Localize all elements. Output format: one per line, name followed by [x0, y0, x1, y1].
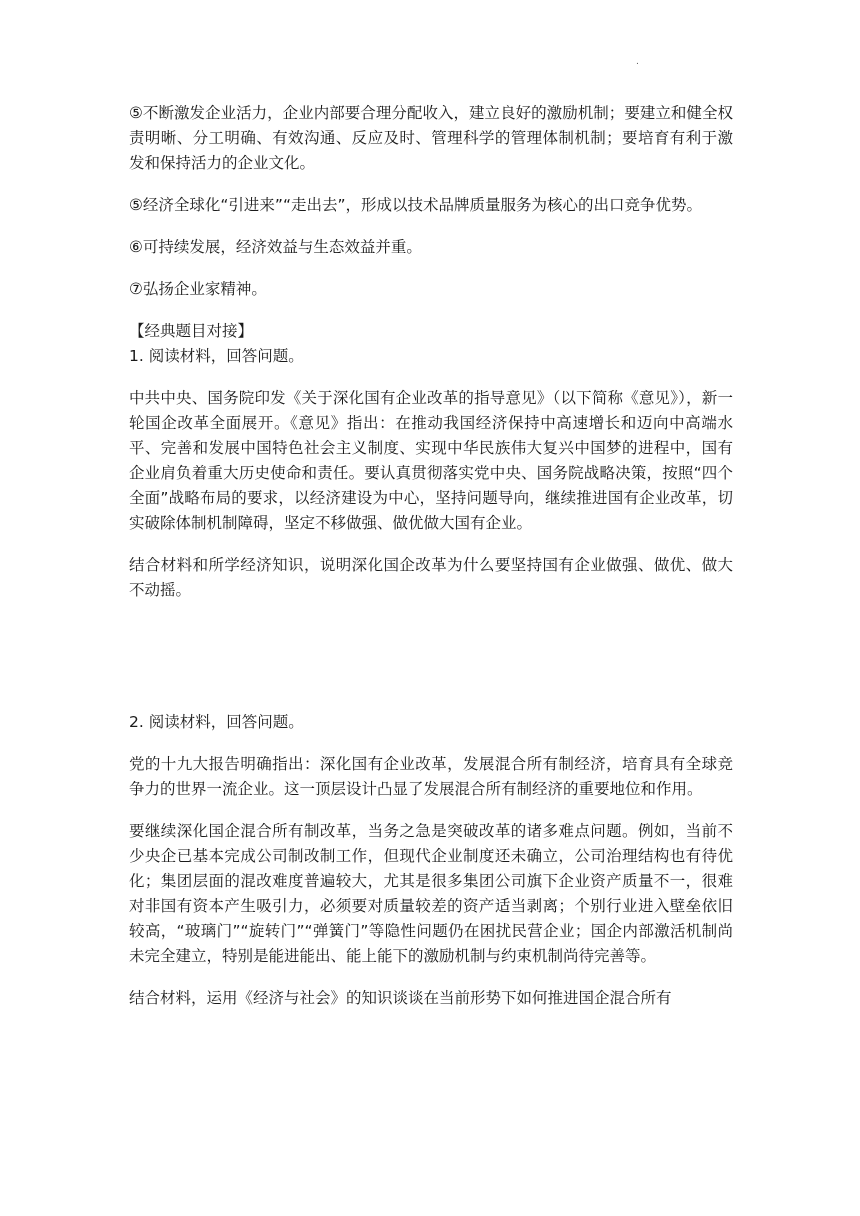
question-1-material: 中共中央、国务院印发《关于深化国有企业改革的指导意见》（以下简称《意见》），新一轮国企改革全面展开。《意见》指出：在推动我国经济保持中高速增长和迈向中高端水平、完善和发展中国特色社会主义制度、实现中华民族伟大复兴中国梦的进程中，国有企业肩负着重大历史使命和责任。要认真贯彻落实党中央、国务院战略决策，按照“四个全面”战略布局的要求，以经济建设为中心，坚持问题导向，继续推进国有企业改革，切实破除体制机制障碍，坚定不移做强、做优做大国有企业。 — [129, 389, 733, 532]
question-2-prompt: 2. 阅读材料，回答问题。 — [129, 713, 304, 731]
question-1-task: 结合材料和所学经济知识，说明深化国企改革为什么要坚持国有企业做强、做优、做大不动摇。 — [129, 556, 733, 599]
question-2-material-1: 党的十九大报告明确指出：深化国有企业改革，发展混合所有制经济，培育具有全球竞争力的世界一流企业。这一顶层设计凸显了发展混合所有制经济的重要地位和作用。 — [129, 755, 733, 798]
point-5-enterprise-vitality: ⑤不断激发企业活力，企业内部要合理分配收入，建立良好的激励机制；要建立和健全权责明晰、分工明确、有效沟通、反应及时、管理科学的管理体制机制；要培育有利于激发和保持活力的企业文化。 — [129, 104, 733, 172]
document-body — [129, 101, 733, 1011]
point-5-globalization: ⑤经济全球化“引进来”“走出去”，形成以技术品牌质量服务为核心的出口竞争优势。 — [129, 196, 703, 214]
corner-mark: . — [636, 57, 639, 67]
point-6-sustainable-development: ⑥可持续发展，经济效益与生态效益并重。 — [129, 238, 422, 256]
point-7-entrepreneurship: ⑦弘扬企业家精神。 — [129, 280, 267, 298]
question-1-prompt: 1. 阅读材料，回答问题。 — [129, 347, 304, 365]
question-2-material-2: 要继续深化国企混合所有制改革，当务之急是突破改革的诸多难点问题。例如，当前不少央企已基本完成公司制改制工作，但现代企业制度还未确立，公司治理结构也有待优化；集团层面的混改难度普遍较大，尤其是很多集团公司旗下企业资产质量不一，很难对非国有资本产生吸引力，必须要对质量较差的资产适当剥离；个别行业进入壁垒依旧较高，“玻璃门”“旋转门”“弹簧门”等隐性问题仍在困扰民营企业；国企内部激活机制尚未完全建立，特别是能进能出、能上能下的激励机制与约束机制尚待完善等。 — [129, 822, 733, 965]
section-heading: 【经典题目对接】 — [129, 322, 254, 340]
question-2-task: 结合材料，运用《经济与社会》的知识谈谈在当前形势下如何推进国企混合所有 — [129, 989, 672, 1007]
